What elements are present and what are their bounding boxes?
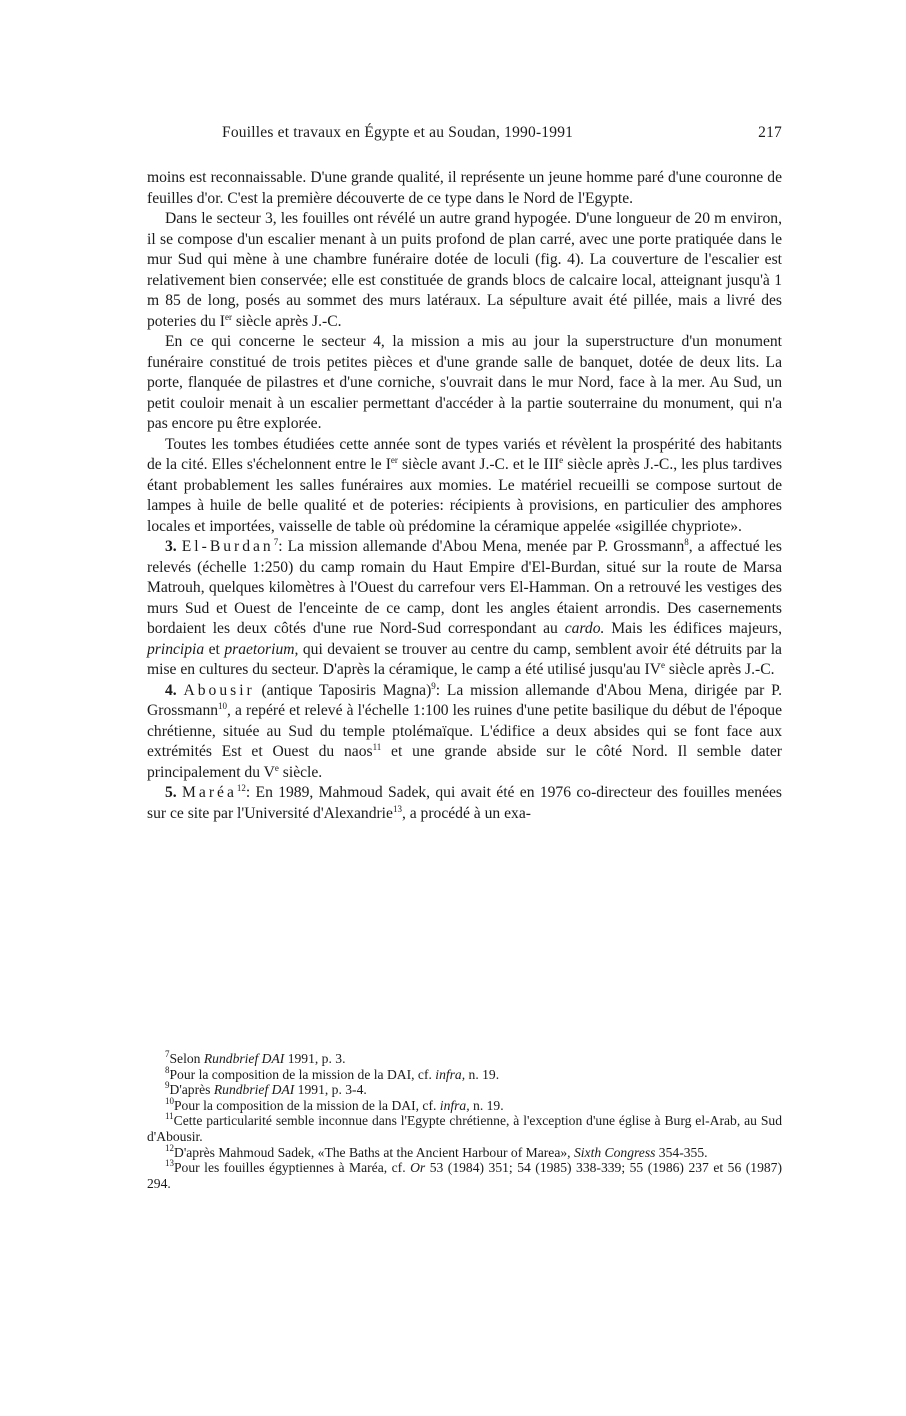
paragraph-text: moins est reconnaissable. D'une grande qualité, il représente un jeune homme paré d'une couronne de feuilles d'or. C'est la première découverte de ce type dans le Nord de l'Egypte. xyxy=(147,169,782,207)
footnote-10 xyxy=(147,1095,782,1114)
paragraph-text: et xyxy=(204,640,225,658)
footnote-12 xyxy=(147,1142,782,1161)
page-number: 217 xyxy=(758,124,782,141)
paragraph-el-burdan xyxy=(147,537,782,681)
ordinal-superscript: e xyxy=(559,455,564,465)
section-number: 5. xyxy=(165,784,177,801)
footnote-text: Selon xyxy=(169,1051,204,1066)
paragraph-text: En ce qui concerne le secteur 4, la mission a mis au jour la superstructure d'un monument funéraire constitué de trois petites pièces et d'une grande salle de banquet, dotée de deux lits. La porte, flanquée de pilastres et d'une corniche, s'ouvrait dans le mur Nord, face à la mer. Au Sud, un petit couloir menait à un escalier permettant d'accéder à la partie souterraine du monument, qui n'a pas encore pu être explorée. xyxy=(147,333,782,432)
ordinal-superscript: e xyxy=(660,660,665,670)
footnote-7 xyxy=(147,1051,782,1067)
paragraph-text: Toutes les tombes étudiées cette année sont de types variés et révèlent la prospérité des habitants de la cité. Elles s'échelonnent entre le I xyxy=(147,435,782,473)
footnote-ref[interactable]: 12 xyxy=(236,783,246,793)
ordinal-superscript: er xyxy=(224,311,232,322)
running-header xyxy=(222,124,782,148)
footnote-text: Pour les fouilles égyptiennes à Maréa, cf. xyxy=(174,1160,411,1176)
paragraph-text: et une grande abside sur le côté Nord. Il semble dater principalement du V xyxy=(147,743,782,781)
footnote-number: 7 xyxy=(165,1049,170,1059)
italic-term: infra, xyxy=(435,1066,466,1082)
paragraph-text: siècle après J.-C. xyxy=(664,661,775,678)
footnote-13 xyxy=(147,1160,782,1191)
section-number: 3. xyxy=(165,538,177,555)
footnote-text: n. 19. xyxy=(465,1066,500,1082)
footnote-number: 9 xyxy=(165,1080,170,1091)
paragraph-text: , a procédé à un exa- xyxy=(401,804,531,822)
footnote-ref[interactable]: 7 xyxy=(273,537,279,547)
footnotes xyxy=(147,1051,782,1191)
paragraph-text: (antique Taposiris Magna) xyxy=(254,681,432,699)
italic-term: cardo. xyxy=(564,620,605,637)
footnote-text: 1991, p. 3. xyxy=(284,1051,346,1066)
footnote-text: n. 19. xyxy=(469,1097,504,1113)
italic-term: infra, xyxy=(439,1097,470,1113)
italic-term: principia xyxy=(147,640,205,658)
paragraph-text: siècle après J.-C., les plus tardives étant probablement les salles funéraires aux momies. Le matériel recueilli se compose surtout de lampes à huile de belle qualité et de poteries: récipients à provisions, en particulier des amphores locales et importées, vaisselle de table où prédomine la céramique appelée «sigillée chypriote». xyxy=(147,456,783,535)
footnote-number: 13 xyxy=(165,1158,174,1169)
paragraph-secteur-3 xyxy=(147,209,782,332)
footnote-11 xyxy=(147,1113,782,1144)
paragraph-continued xyxy=(147,168,782,209)
site-name: Abousir xyxy=(183,681,255,699)
paragraph-tombes xyxy=(147,435,782,538)
paragraph-text: Dans le secteur 3, les fouilles ont révélé un autre grand hypogée. D'une longueur de 20 m environ, il se compose d'un escalier menant à un puits profond de plan carré, avec une porte pratiquée dans le mur Sud qui mène à une chambre funéraire dotée de loculi (fig. 4). La couverture de l'escalier est relativement bien conservée; elle est constituée de grands blocs de calcaire local, atteignant jusqu'à 1 m 85 de long, posés au sommet des murs latéraux. La sépulture avait été pillée, mais a livré des poteries du I xyxy=(147,210,782,330)
footnote-text: D'après xyxy=(169,1082,214,1098)
footnote-ref[interactable]: 9 xyxy=(431,680,436,691)
footnote-text: 354-355. xyxy=(655,1144,708,1160)
footnote-9 xyxy=(147,1082,782,1098)
running-title: Fouilles et travaux en Égypte et au Soudan, 1990-1991 xyxy=(222,124,574,141)
paragraph-text: qui devaient se trouver au centre du camp, semblent avoir été détruits par la mise en cultures du secteur. D'après la céramique, le camp a été utilisé jusqu'au IV xyxy=(147,640,782,678)
body-text xyxy=(147,168,782,824)
paragraph-text: siècle avant J.-C. et le III xyxy=(397,456,560,473)
paragraph-secteur-4 xyxy=(147,332,782,435)
footnote-text: Cette particularité semble inconnue dans l'Egypte chrétienne, à l'exception d'une église à Burg el-Arab, au Sud d'Abousir. xyxy=(147,1113,782,1144)
footnote-ref[interactable]: 8 xyxy=(684,537,689,547)
footnote-ref[interactable]: 11 xyxy=(372,742,382,752)
paragraph-text: : La mission allemande d'Abou Mena, menée par P. Grossmann xyxy=(278,538,685,555)
paragraph-text: : La mission allemande d'Abou Mena, dirigée par P. Grossmann xyxy=(147,681,782,719)
paragraph-text: , a repéré et relevé à l'échelle 1:100 les ruines d'une petite basilique du début de l'époque chrétienne, située au Sud du temple ptolémaïque. L'édifice a deux absides qui se font face aux extrémités Est et Ouest du naos xyxy=(147,702,782,760)
paragraph-abousir xyxy=(147,681,782,784)
site-name: Maréa xyxy=(182,784,237,801)
italic-title: Rundbrief DAI xyxy=(213,1082,295,1098)
ordinal-superscript: e xyxy=(274,762,279,773)
site-name: El-Burdan xyxy=(181,538,274,555)
paragraph-text: siècle. xyxy=(278,763,323,781)
footnote-ref[interactable]: 10 xyxy=(218,701,228,711)
footnote-number: 10 xyxy=(165,1095,174,1106)
footnote-text: 1991, p. 3-4. xyxy=(294,1082,367,1098)
footnote-text: 53 (1984) 351; 54 (1985) 338-339; 55 (1986) 237 et 56 (1987) 294. xyxy=(147,1160,782,1191)
paragraph-text: : En 1989, Mahmoud Sadek, qui avait été en 1976 co-directeur des fouilles menées sur ce site par l'Université d'Alexandrie xyxy=(147,784,782,822)
paragraph-text: siècle après J.-C. xyxy=(231,312,342,330)
paragraph-marea xyxy=(147,783,782,824)
footnote-text: Pour la composition de la mission de la DAI, cf. xyxy=(169,1066,436,1082)
footnote-text: Pour la composition de la mission de la DAI, cf. xyxy=(174,1097,440,1113)
footnote-ref[interactable]: 13 xyxy=(392,803,402,814)
footnote-number: 8 xyxy=(165,1064,170,1075)
section-number: 4. xyxy=(165,681,177,699)
footnote-number: 11 xyxy=(165,1111,174,1122)
italic-title: Sixth Congress xyxy=(573,1144,656,1160)
paragraph-text: Mais les édifices majeurs, xyxy=(604,620,782,637)
paragraph-text: , a affectué les relevés (échelle 1:250) du camp romain du Haut Empire d'El-Burdan, situé sur la route de Marsa Matrouh, quelques kilomètres à l'Ouest du carrefour vers El-Hamman. On a retrouvé les vestiges des murs Sud et Ouest de l'enceinte de ce camp, dont les angles étaient arrondis. Des casernements bordaient les deux côtés d'une rue Nord-Sud correspondant au xyxy=(147,538,782,637)
ordinal-superscript: er xyxy=(390,455,398,465)
footnote-number: 12 xyxy=(165,1142,174,1153)
italic-title: Or xyxy=(410,1160,426,1176)
italic-title: Rundbrief DAI xyxy=(203,1051,285,1066)
italic-term: praetorium, xyxy=(224,640,299,658)
footnote-text: D'après Mahmoud Sadek, «The Baths at the Ancient Harbour of Marea», xyxy=(174,1144,574,1160)
footnote-8 xyxy=(147,1064,782,1083)
